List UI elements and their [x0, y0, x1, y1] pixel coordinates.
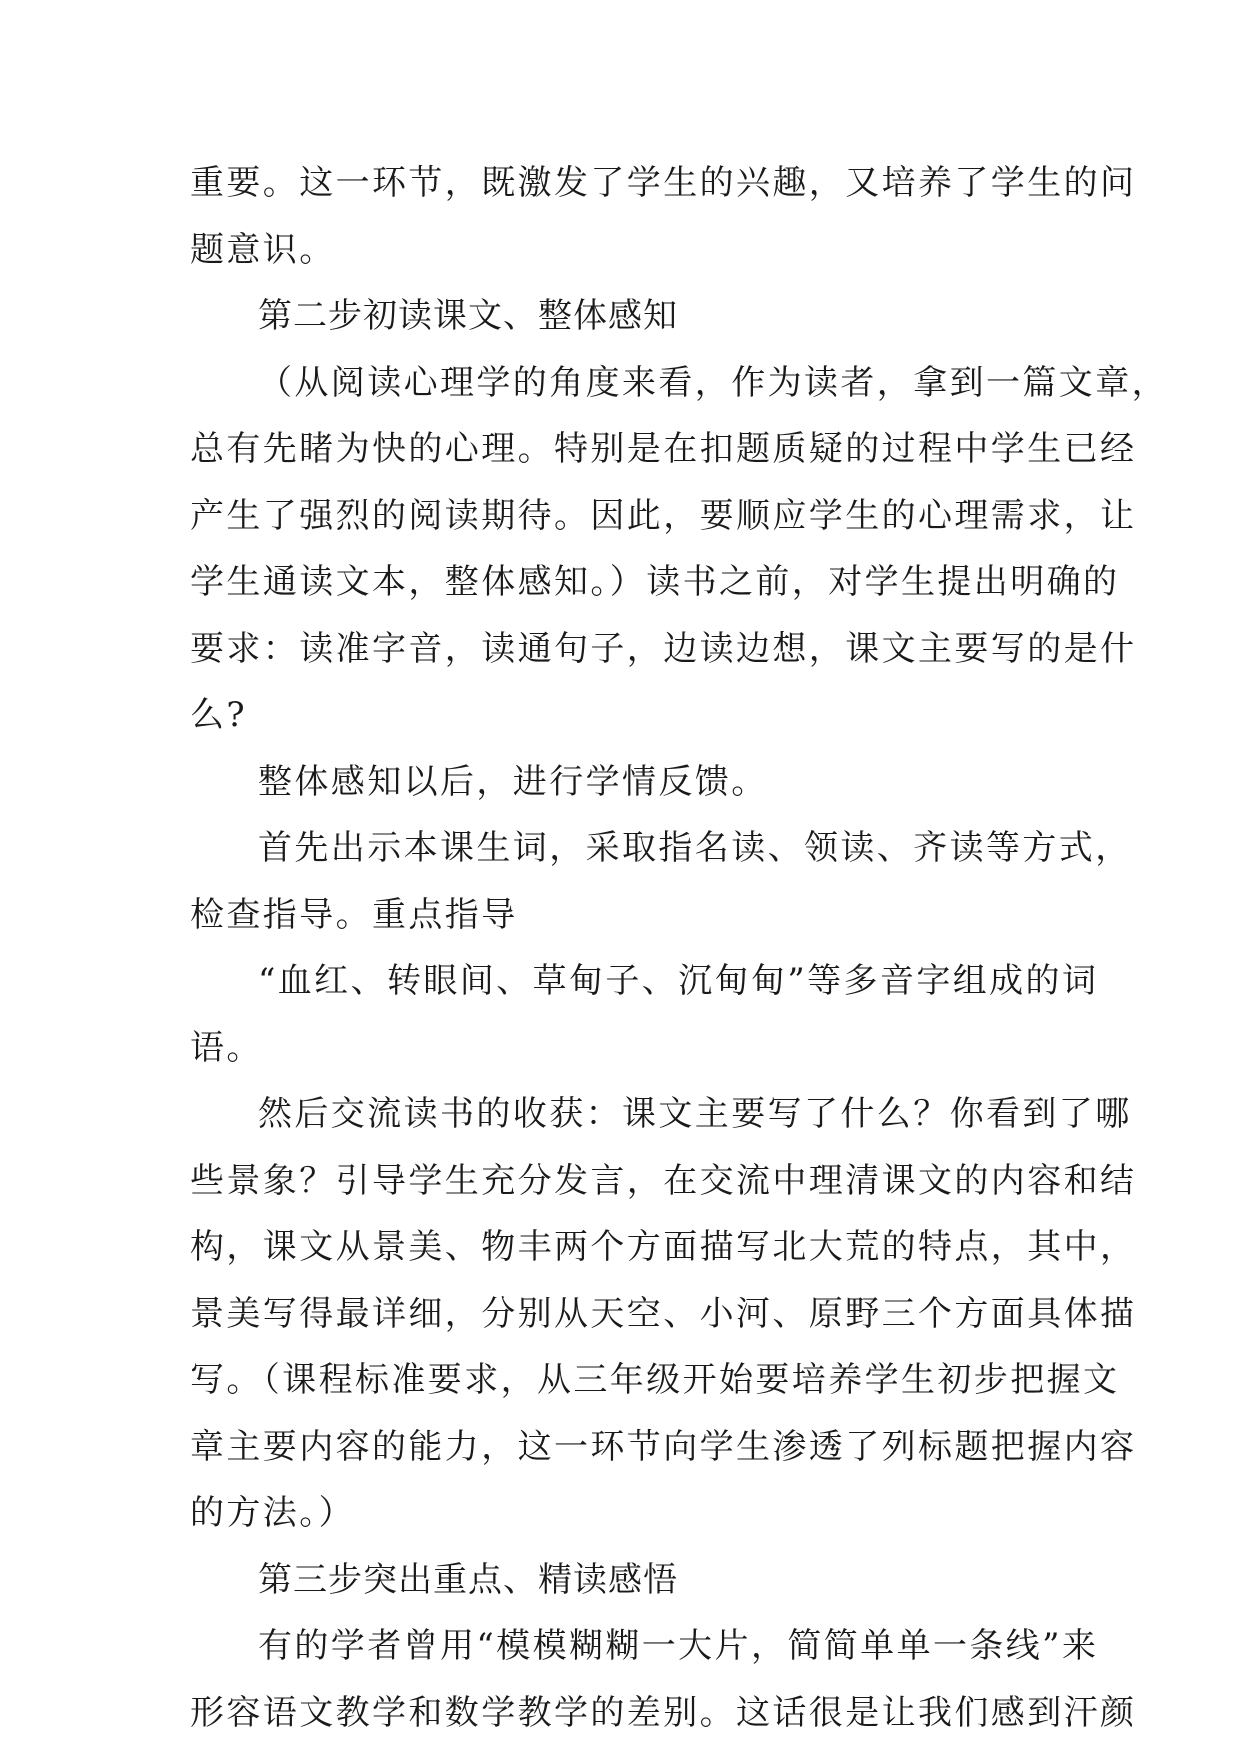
text-line: 构，课文从景美、物丰两个方面描写北大荒的特点，其中，: [190, 1227, 1137, 1267]
text-line: 学生通读文本，整体感知。）读书之前，对学生提出明确的: [190, 562, 1120, 602]
text-line: 题意识。: [190, 229, 336, 270]
text-line: 总有先睹为快的心理。特别是在扣题质疑的过程中学生已经: [190, 429, 1137, 469]
text-line: “血红、转眼间、草甸子、沉甸甸”等多音字组成的词: [258, 961, 1099, 1001]
text-line: 的方法。）: [190, 1493, 355, 1533]
text-line: 首先出示本课生词，采取指名读、领读、齐读等方式，: [258, 828, 1132, 868]
text-line: （从阅读心理学的角度来看，作为读者，拿到一篇文章，: [258, 362, 1168, 403]
body-text: [190, 150, 1168, 1746]
text-line: 章主要内容的能力，这一环节向学生渗透了列标题把握内容: [190, 1426, 1137, 1467]
text-line: 些景象？引导学生充分发言，在交流中理清课文的内容和结: [190, 1160, 1137, 1201]
text-line: 产生了强烈的阅读期待。因此，要顺应学生的心理需求，让: [190, 495, 1137, 536]
text-line: 景美写得最详细，分别从天空、小河、原野三个方面具体描: [190, 1293, 1137, 1334]
text-line: 形容语文教学和数学教学的差别。这话很是让我们感到汗颜: [190, 1692, 1137, 1733]
text-line: 有的学者曾用“模模糊糊一大片，简简单单一条线”来: [258, 1626, 1099, 1666]
text-line: 么?: [190, 695, 248, 735]
text-line: 语。: [190, 1027, 263, 1068]
text-line: 整体感知以后，进行学情反馈。: [258, 761, 768, 802]
text-line: 检查指导。重点指导: [190, 894, 518, 935]
text-line: 然后交流读书的收获：课文主要写了什么？你看到了哪: [258, 1094, 1132, 1134]
text-line: 要求：读准字音，读通句子，边读边想，课文主要写的是什: [190, 628, 1137, 669]
text-line: 重要。这一环节，既激发了学生的兴趣，又培养了学生的问: [190, 163, 1137, 203]
section-heading: 第三步突出重点、精读感悟: [258, 1559, 678, 1600]
text-line: 写。（课程标准要求，从三年级开始要培养学生初步把握文: [190, 1360, 1120, 1400]
section-heading: 第二步初读课文、整体感知: [258, 296, 678, 336]
